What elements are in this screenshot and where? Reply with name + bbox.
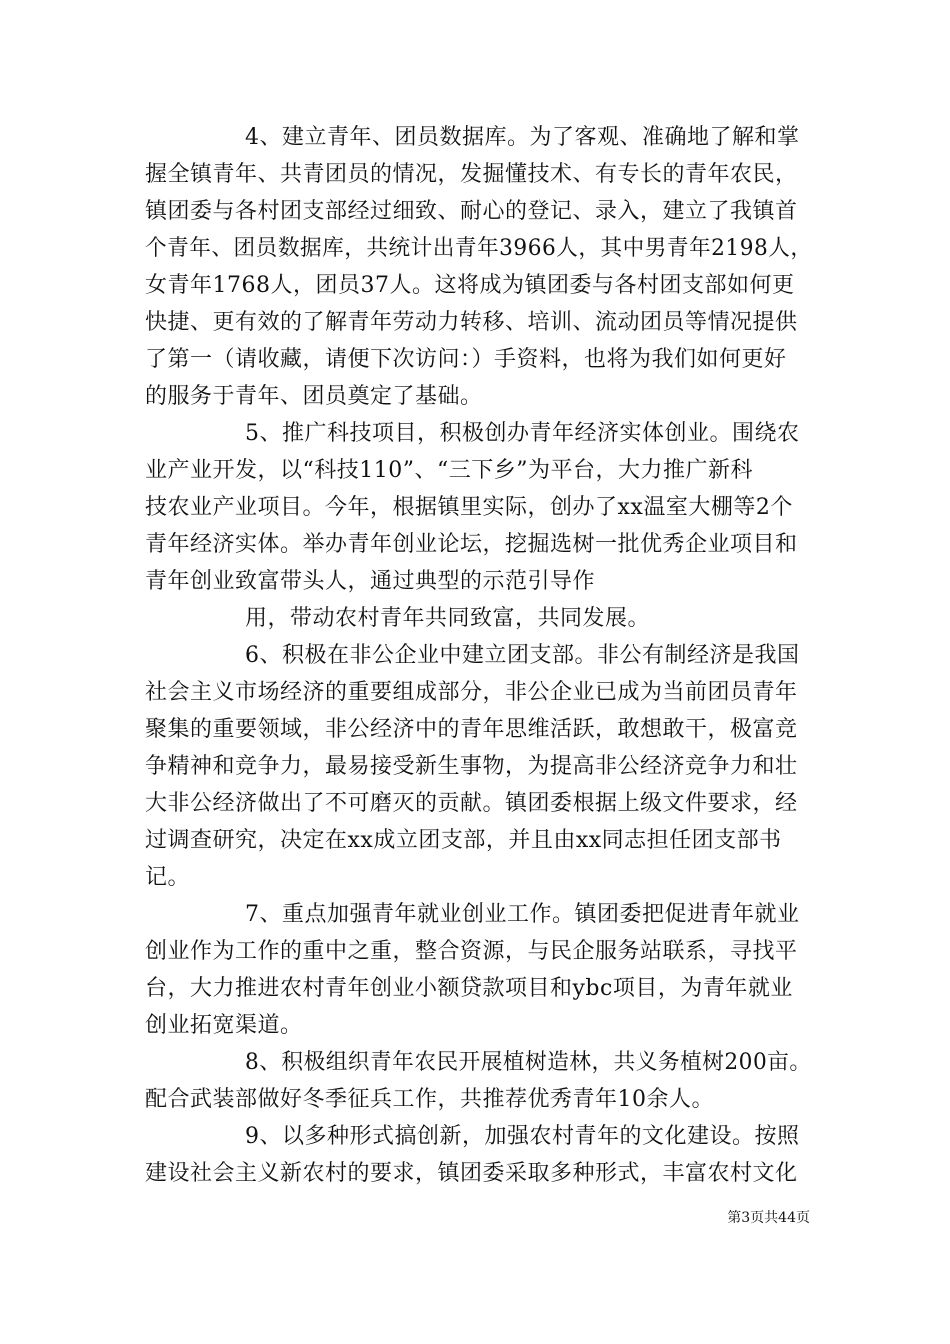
text-line: 建设社会主义新农村的要求，镇团委采取多种形式，丰富农村文化 xyxy=(145,1161,798,1186)
text-line: 个青年、团员数据库，共统计出青年3966人，其中男青年2198人， xyxy=(145,236,813,261)
text-line: 4、建立青年、团员数据库。为了客观、准确地了解和掌 xyxy=(245,125,800,150)
text-line: 争精神和竞争力，最易接受新生事物，为提高非公经济竞争力和壮 xyxy=(145,754,798,779)
text-line: 用，带动农村青年共同致富，共同发展。 xyxy=(245,606,651,631)
text-line: 5、推广科技项目，积极创办青年经济实体创业。围绕农 xyxy=(245,421,800,446)
text-line: 8、积极组织青年农民开展植树造林，共义务植树200亩。 xyxy=(245,1050,812,1075)
text-line: 青年经济实体。举办青年创业论坛，挖掘选树一批优秀企业项目和 xyxy=(145,532,798,557)
text-line: 聚集的重要领域，非公经济中的青年思维活跃，敢想敢干，极富竞 xyxy=(145,717,798,742)
text-line: 7、重点加强青年就业创业工作。镇团委把促进青年就业 xyxy=(245,902,800,927)
text-line: 社会主义市场经济的重要组成部分，非公企业已成为当前团员青年 xyxy=(145,680,798,705)
text-line: 大非公经济做出了不可磨灭的贡献。镇团委根据上级文件要求，经 xyxy=(145,791,798,816)
text-line: 9、以多种形式搞创新，加强农村青年的文化建设。按照 xyxy=(245,1124,800,1149)
text-line: 业产业开发，以“科技110”、“三下乡”为平台，大力推广新科 xyxy=(145,458,753,483)
text-line: 青年创业致富带头人，通过典型的示范引导作 xyxy=(145,569,596,594)
text-line: 快捷、更有效的了解青年劳动力转移、培训、流动团员等情况提供 xyxy=(145,310,798,335)
text-line: 过调查研究，决定在xx成立团支部，并且由xx同志担任团支部书 xyxy=(145,828,782,853)
text-line: 6、积极在非公企业中建立团支部。非公有制经济是我国 xyxy=(245,643,800,668)
text-line: 技农业产业项目。今年，根据镇里实际，创办了xx温室大棚等2个 xyxy=(145,495,793,520)
text-line: 创业作为工作的重中之重，整合资源，与民企服务站联系，寻找平 xyxy=(145,939,798,964)
text-line: 镇团委与各村团支部经过细致、耐心的登记、录入，建立了我镇首 xyxy=(145,199,798,224)
text-line: 配合武装部做好冬季征兵工作，共推荐优秀青年10余人。 xyxy=(145,1087,714,1112)
text-line: 创业拓宽渠道。 xyxy=(145,1013,303,1038)
text-line: 的服务于青年、团员奠定了基础。 xyxy=(145,384,483,409)
text-line: 握全镇青年、共青团员的情况，发掘懂技术、有专长的青年农民， xyxy=(145,162,798,187)
page-number: 第3页共44页 xyxy=(727,1210,810,1226)
text-line: 记。 xyxy=(145,865,191,890)
text-line: 女青年1768人，团员37人。这将成为镇团委与各村团支部如何更 xyxy=(145,273,795,298)
text-line: 了第一（请收藏，请便下次访问：）手资料，也将为我们如何更好 xyxy=(145,347,787,372)
text-line: 台，大力推进农村青年创业小额贷款项目和ybc项目，为青年就业 xyxy=(145,976,793,1001)
